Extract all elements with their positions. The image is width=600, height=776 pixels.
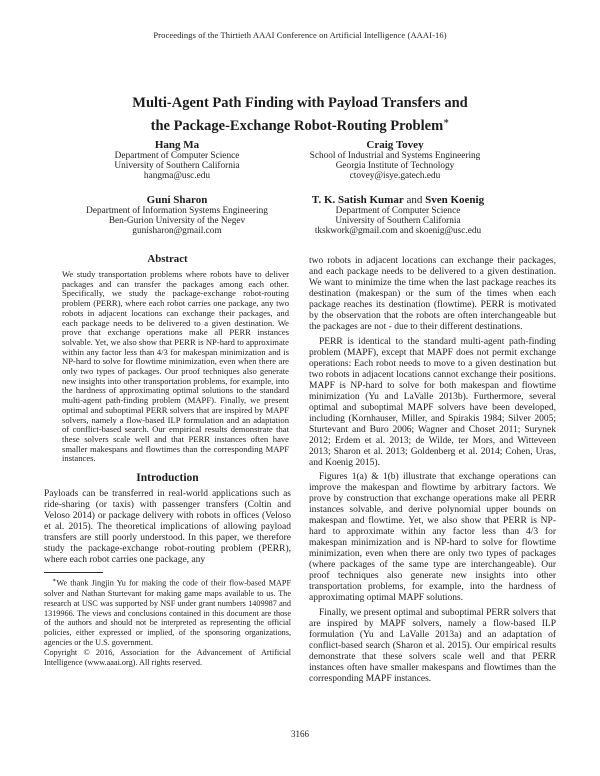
abstract-heading: Abstract: [147, 253, 188, 265]
section-heading-introduction: Introduction: [136, 472, 199, 485]
author-name-conjunction: and: [403, 194, 426, 206]
footnote-text: [44, 576, 291, 648]
author-affiliation: Department of Information Systems Engineering: [86, 206, 268, 216]
body-paragraph: PERR is identical to the standard multi-agent path-finding problem (MAPF), except that MAPF does not permit exchange operations: Each robot needs to move to a given destination but two robots in adjacent locations cannot exchange their positions. MAPF is NP-hard to solve for both makespan and flowtime minimization (Yu and LaValle 2013b). Furthermore, several optimal and suboptimal MAPF solvers have been developed, including (Kornhauser, Miller, and Spirakis 1984; Silver 2005; Sturtevant and Buro 2006; Wagner and Choset 2011; Surynek 2012; Erdem et al. 2013; de Wilde, ter Mors, and Witteveen 2013; Sharon et al. 2013; Goldenberg et al. 2014; Cohen, Uras, and Koenig 2015).: [309, 336, 556, 468]
author-name-part: T. K. Satish Kumar: [311, 194, 404, 206]
author-affiliation: University of Southern California: [335, 216, 461, 226]
author-affiliation: Department of Computer Science: [335, 206, 461, 216]
author-name: Guni Sharon: [146, 194, 208, 206]
paper-title-line2: the Package-Exchange Robot-Routing Problem: [150, 117, 444, 134]
right-column: [309, 253, 556, 685]
author-block-kumar-koenig: [312, 194, 484, 236]
conference-header: Proceedings of the Thirtieth AAAI Conference on Artificial Intelligence (AAAI-16): [153, 30, 447, 40]
author-email: gunisharon@gmail.com: [132, 226, 222, 236]
footnote-marker: ∗: [52, 577, 57, 585]
left-column: [44, 253, 291, 685]
author-name-part: Sven Koenig: [425, 194, 485, 206]
body-paragraph: Figures 1(a) & 1(b) illustrate that exchange operations can improve the makespan and flowtime by arbitrary factors. We prove by construction that exchange operations make all PERR instances solvable, and derive polynomial upper bounds on makespan and flowtime. Yet, we also show that PERR is NP-hard to approximate within any factor less than 4/3 for makespan minimization and is NP-hard to solve for flowtime minimization, even when there are only two types of packages (where packages of the same type are interchangeable). Our proof techniques also generate new insights into other transportation problems, for example, into the hardness of approximating optimal MAPF solutions.: [309, 472, 556, 603]
author-block-hang-ma: [114, 139, 239, 181]
introduction-paragraph: Payloads can be transferred in real-world applications such as ride-sharing (or taxis) with passenger transfers (Coltin and Veloso 2014) or package delivery with robots in offices (Veloso et al. 2015). The theoretical implications of allowing payload transfers are still poorly understood. In this paper, we therefore study the package-exchange robot-routing problem (PERR), where each robot carries one package, any: [44, 489, 291, 566]
author-name: [312, 194, 484, 206]
paper-title-line1: Multi-Agent Path Finding with Payload Transfers and: [132, 95, 468, 111]
paper-title: [0, 94, 600, 135]
author-affiliation: Georgia Institute of Technology: [335, 161, 455, 171]
author-email: ctovey@isye.gatech.edu: [349, 171, 441, 181]
footnote-block: [44, 572, 291, 668]
footnote-copyright: Copyright © 2016, Association for the Advancement of Artificial Intelligence (www.aaai.org). All rights reserved.: [44, 648, 291, 668]
author-block-craig-tovey: [310, 139, 481, 181]
author-block-guni-sharon: [86, 194, 268, 236]
author-affiliation: Department of Computer Science: [114, 151, 240, 161]
author-affiliation: School of Industrial and Systems Engineering: [309, 151, 481, 161]
author-name: Hang Ma: [154, 139, 200, 151]
author-affiliation: University of Southern California: [114, 161, 240, 171]
footnote-body: We thank Jingjin Yu for making the code of their flow-based MAPF solver and Nathan Sturtevant for making game maps available to us. The research at USC was supported by NSF under grant numbers 1409987 and 1319966. The views and conclusions contained in this document are those of the authors and should not be interpreted as representing the official policies, either expressed or implied, of the sponsoring organizations, agencies or the U.S. government.: [44, 578, 291, 648]
abstract-text: We study transportation problems where robots have to deliver packages and can transfer the packages among each other. Specifically, we study the package-exchange robot-routing problem (PERR), where each robot carries one package, any two robots in adjacent locations can exchange their packages, and each package needs to be delivered to a given destination. We prove that exchange operations make all PERR instances solvable. Yet, we also show that PERR is NP-hard to approximate within any factor less than 4/3 for makespan minimization and is NP-hard to solve for flowtime minimization, even when there are only two types of packages. Our proof techniques also generate new insights into other transportation problems, for example, into the hardness of approximating optimal solutions to the standard multi-agent path-finding problem (MAPF). Finally, we present optimal and suboptimal PERR solvers that are inspired by MAPF solvers, namely a flow-based ILP formulation and an adaptation of conflict-based search. Our empirical results demonstrate that these solvers scale well and that PERR instances often have smaller makespans and flowtimes than the corresponding MAPF instances.: [62, 269, 289, 464]
footnote-separator-rule: [44, 572, 103, 573]
author-email: tkskwork@gmail.com and skoenig@usc.edu: [314, 226, 482, 236]
body-paragraph: two robots in adjacent locations can exchange their packages, and each package needs to be delivered to a given destination. We want to minimize the time when the last package reaches its destination (makespan) or the sum of the times when each package reaches its destination (flowtime). PERR is motivated by the observation that the robots are often interchangeable but the packages are not - due to their different destinations.: [309, 256, 556, 332]
title-footnote-marker: ∗: [443, 116, 450, 126]
page-number: 3166: [291, 729, 309, 739]
body-columns: [44, 253, 556, 685]
author-name: Craig Tovey: [366, 139, 424, 151]
body-paragraph: Finally, we present optimal and suboptimal PERR solvers that are inspired by MAPF solvers, namely a flow-based ILP formulation (Yu and LaValle 2013a) and an adaptation of conflict-based search (Sharon et al. 2015). Our empirical results demonstrate that these solvers scale well and that PERR instances often have smaller makespans and flowtimes than the corresponding MAPF instances.: [309, 607, 556, 684]
author-affiliation: Ben-Gurion University of the Negev: [108, 216, 246, 226]
author-email: hangma@usc.edu: [143, 171, 211, 181]
